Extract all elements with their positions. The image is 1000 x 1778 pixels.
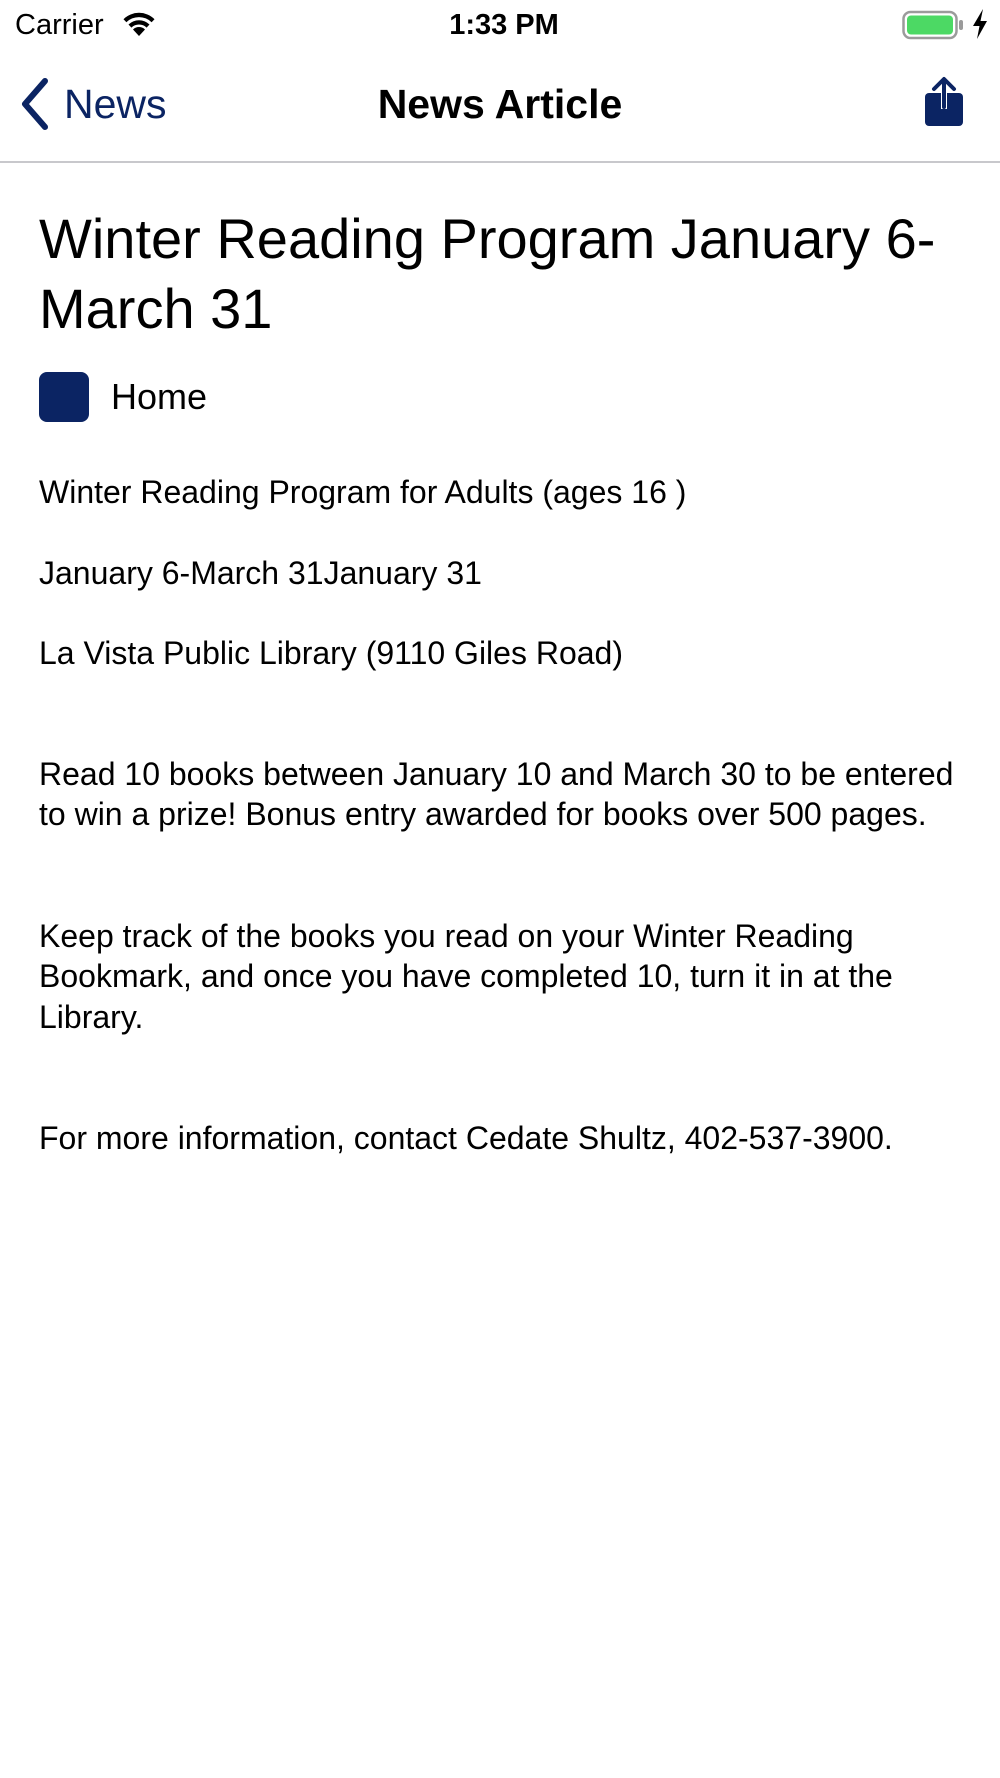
article-content (39, 162, 969, 1159)
article-paragraph: Keep track of the books you read on your Winter Reading Bookmark, and once you have completed 10, turn it in at the Library. (39, 917, 893, 1035)
category-color-swatch (39, 372, 89, 422)
article-paragraph: January 6-March 31January 31 (39, 554, 482, 591)
carrier-label: Carrier (15, 9, 104, 41)
back-button-label: News (64, 81, 167, 127)
share-icon[interactable] (922, 76, 966, 128)
category-tag (39, 372, 969, 422)
article-paragraph: Winter Reading Program for Adults (ages 16 ) (39, 474, 687, 510)
article-paragraph: Read 10 books between January 10 and March 30 to be entered to win a prize! Bonus entry awarded for books over 500 pages. (39, 755, 954, 832)
status-bar (0, 0, 1000, 50)
article-body (39, 472, 969, 1159)
status-time: 1:33 PM (449, 9, 559, 41)
article-title: Winter Reading Program January 6-March 31 (39, 207, 936, 340)
page-title: News Article (377, 81, 623, 127)
charging-icon (970, 8, 990, 40)
navigation-bar (0, 50, 1000, 163)
category-label: Home (111, 376, 208, 417)
article-paragraph: For more information, contact Cedate Shultz, 402-537-3900. (39, 1120, 893, 1156)
battery-icon (902, 10, 964, 40)
article-paragraph: La Vista Public Library (9110 Giles Road) (39, 635, 623, 671)
